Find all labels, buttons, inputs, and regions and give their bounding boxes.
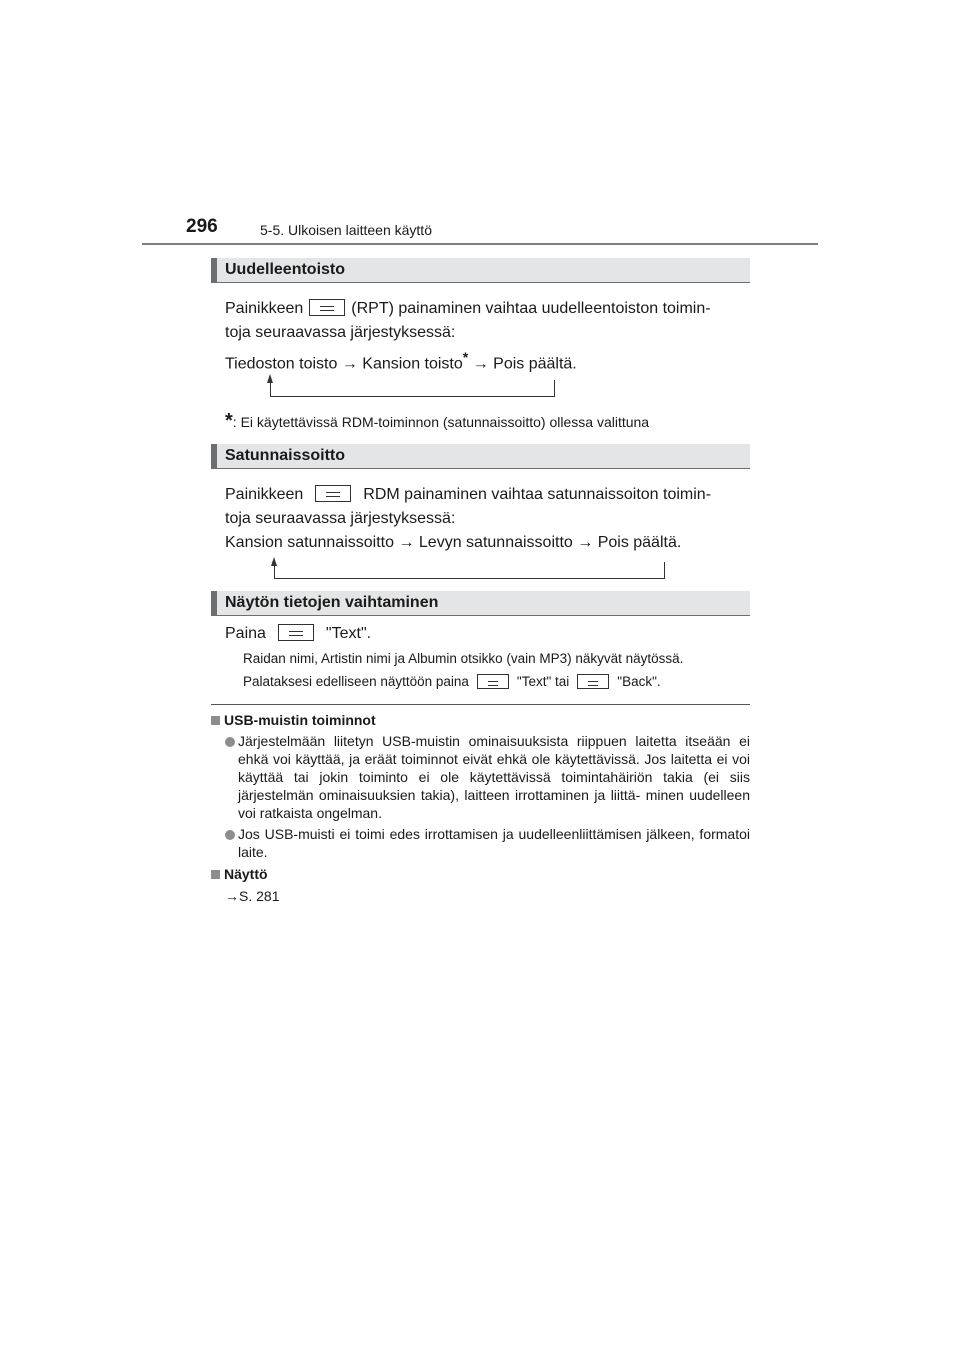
rpt-button-icon <box>309 299 345 316</box>
usb-bullet-2: Jos USB-muisti ei toimi edes irrottamisen ja uudelleenliittämisen jälkeen, formatoi laite. <box>238 826 750 860</box>
random-line-3: Kansion satunnaissoitto → Levyn satunnaissoitto → Pois päältä. <box>225 534 682 551</box>
chapter-title: 5-5. Ulkoisen laitteen käyttö <box>260 222 432 238</box>
repeat-line-1: Painikkeen (RPT) painaminen vaihtaa uudelleentoiston toimin- <box>225 300 711 317</box>
arrow-icon: → <box>398 534 415 551</box>
cycle-arrowhead-icon <box>267 374 273 383</box>
arrow-icon: → <box>472 355 489 373</box>
bullet-dot-icon <box>225 830 235 840</box>
cycle-return-line <box>274 562 665 579</box>
section-divider <box>211 704 750 705</box>
section-title: Satunnaissoitto <box>225 447 346 464</box>
cycle-return-line <box>270 380 555 397</box>
arrow-icon: → <box>225 888 239 904</box>
arrow-icon: → <box>341 355 358 373</box>
display-note-2: Palataksesi edelliseen näyttöön paina "Text" tai "Back". <box>243 674 661 689</box>
display-line-1: Paina "Text". <box>225 625 372 642</box>
back-button-icon <box>577 674 609 689</box>
section-title: Uudelleentoisto <box>225 261 346 278</box>
section-header-random <box>211 444 750 469</box>
display-notes-title: Näyttö <box>211 866 268 882</box>
display-note-1: Raidan nimi, Artistin nimi ja Albumin otsikko (vain MP3) näkyvät näytössä. <box>243 651 684 666</box>
arrow-icon: → <box>577 534 594 551</box>
repeat-line-3: Tiedoston toisto → Kansion toisto* → Pois päältä. <box>225 349 577 373</box>
repeat-paragraph <box>225 297 750 376</box>
usb-notes-title: USB-muistin toiminnot <box>211 712 376 728</box>
square-bullet-icon <box>211 716 220 725</box>
random-line-2: toja seuraavassa järjestyksessä: <box>225 510 456 527</box>
section-title: Näytön tietojen vaihtaminen <box>225 594 439 611</box>
display-reference: →S. 281 <box>225 888 280 904</box>
bullet-dot-icon <box>225 737 235 747</box>
random-line-1: Painikkeen RDM painaminen vaihtaa satunnaissoiton toimin- <box>225 486 712 503</box>
usb-bullet-1: Järjestelmään liitetyn USB-muistin ominaisuuksista riippuen laitetta itseään ei ehkä voi käyttää, ja eräät toiminnot eivät ehkä ole käytettävissä. Jos laitetta ei voi käyttää tai jokin toiminto ei ole käytettävissä toimintahäiriön takia (ei siis järjestelmän ominaisuuksien takia), laitteen irrottaminen ja liittä- minen uudelleen voi ratkaista ongelman. <box>238 733 750 821</box>
section-header-display <box>211 591 750 616</box>
random-paragraph <box>225 483 750 555</box>
repeat-line-2: toja seuraavassa järjestyksessä: <box>225 324 456 341</box>
square-bullet-icon <box>211 870 220 879</box>
page-number: 296 <box>186 216 218 237</box>
header-divider <box>142 243 818 245</box>
footnote: *: Ei käytettävissä RDM-toiminnon (satunnaissoitto) ollessa valittuna <box>225 410 650 432</box>
section-header-repeat <box>211 258 750 283</box>
rdm-button-icon <box>315 485 351 502</box>
asterisk-mark: * <box>462 349 469 365</box>
cycle-arrowhead-icon <box>271 557 277 566</box>
text-button-icon <box>477 674 509 689</box>
text-button-icon <box>278 624 314 641</box>
